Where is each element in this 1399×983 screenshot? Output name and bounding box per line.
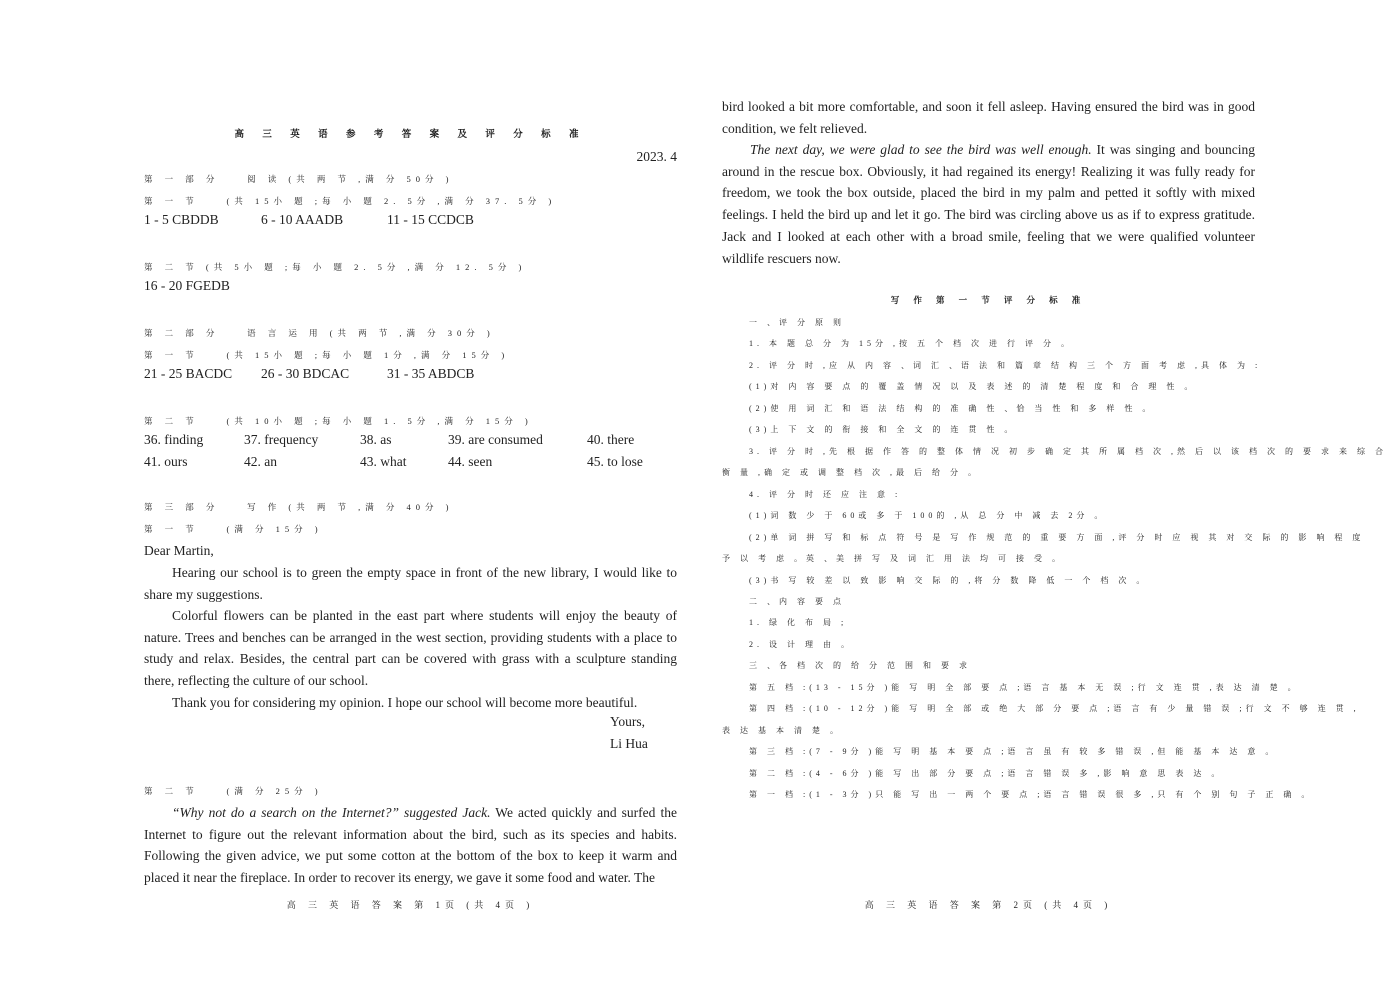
answer-group: 11 - 15 CCDCB	[387, 212, 474, 227]
answer-group: 26 - 30 BDCAC	[261, 366, 350, 381]
fill-answer: 43. what	[360, 454, 407, 469]
part2-sec2-header: 第 二 节 (共 10小 题 ;每 小 题 1. 5分 ,满 分 15分 )	[144, 416, 533, 426]
rubric-line: 予 以 考 虑 。英 、美 拼 写 及 词 汇 用 法 均 可 接 受 。	[722, 554, 1064, 563]
part1-sec2-header: 第 二 节 (共 5小 题 ;每 小 题 2. 5分 ,满 分 12. 5分 )	[144, 262, 527, 272]
rubric-line: 一 、评 分 原 则	[749, 318, 845, 327]
fill-answer: 36. finding	[144, 432, 204, 447]
rubric-line: 第 五 档 :(13 - 15分 )能 写 明 全 部 要 点 ;语 言 基 本 无 误 ;行 文 连 贯 ,表 达 清 楚 。	[749, 683, 1300, 692]
answer-group: 21 - 25 BACDC	[144, 366, 233, 381]
letter-paragraph: Hearing our school is to green the empty space in front of the new library, I would like to share my suggestions.	[144, 565, 677, 602]
rubric-line: 2. 评 分 时 ,应 从 内 容 、词 汇 、语 法 和 篇 章 结 构 三 个 方 面 考 虑 ,具 体 为 :	[749, 361, 1262, 370]
answer-page-1	[144, 0, 677, 983]
rubric-line: 第 三 档 :(7 - 9分 )能 写 明 基 本 要 点 ;语 言 虽 有 较 多 错 误 ,但 能 基 本 达 意 。	[749, 747, 1278, 756]
rubric-line: 三 、各 档 次 的 给 分 范 围 和 要 求	[749, 661, 971, 670]
story-paragraph	[722, 139, 1255, 269]
rubric-line: 表 达 基 本 清 楚 。	[722, 726, 842, 735]
rubric-line: 4. 评 分 时 还 应 注 意 :	[749, 490, 902, 499]
rubric-line: 2. 设 计 理 由 。	[749, 640, 853, 649]
page-footer: 高 三 英 语 答 案 第 2页 (共 4页 )	[864, 900, 1113, 910]
part2-sec1-header: 第 一 节 (共 15小 题 ;每 小 题 1分 ,满 分 15分 )	[144, 350, 510, 360]
rubric-line: (1)对 内 容 要 点 的 覆 盖 情 况 以 及 表 述 的 清 楚 程 度 和 合 理 性 。	[749, 382, 1197, 391]
letter-paragraph: Thank you for considering my opinion. I hope our school will become more beautiful.	[172, 695, 638, 710]
story-text: We acted quickly and surfed the Internet to figure out the relevant information about the bird, such as its species and habits. Following the given advice, we put some cotton at the bottom of the box to keep it warm and placed it near the fireplace. In order to recover its energy, we gave it some food and water. The	[144, 805, 677, 886]
part3-sec2-header: 第 二 节 (满 分 25分 )	[144, 786, 323, 796]
answer-group: 16 - 20 FGEDB	[144, 278, 230, 293]
rubric-line: 1. 本 题 总 分 为 15分 ,按 五 个 档 次 进 行 评 分 。	[749, 339, 1073, 348]
rubric-line: 衡 量 ,确 定 或 调 整 档 次 ,最 后 给 分 。	[722, 468, 980, 477]
fill-answer: 45. to lose	[587, 454, 643, 469]
answer-page-2	[722, 0, 1387, 983]
fill-answer: 37. frequency	[244, 432, 319, 447]
rubric-line: 1. 绿 化 布 局 ;	[749, 618, 848, 627]
answer-group: 1 - 5 CBDDB	[144, 212, 219, 227]
rubric-line: (1)词 数 少 于 60或 多 于 100的 ,从 总 分 中 减 去 2分 。	[749, 511, 1107, 520]
story-lead: The next day, we were glad to see the bird was well enough.	[750, 142, 1092, 157]
story-paragraph	[144, 802, 677, 889]
fill-answer: 44. seen	[448, 454, 493, 469]
page-footer: 高 三 英 语 答 案 第 1页 (共 4页 )	[286, 900, 535, 910]
part1-header: 第 一 部 分 阅 读 (共 两 节 ,满 分 50分 )	[144, 174, 454, 184]
letter-paragraph: Colorful flowers can be planted in the east part where students will enjoy the beauty of nature. Trees and benches can be arranged in the west section, providing students with a place to study and relax. Besides, the central part can be covered with grass with a sculpture standing there, reflecting the culture of our school.	[144, 608, 677, 689]
rubric-line: 第 一 档 :(1 - 3分 )只 能 写 出 一 两 个 要 点 ;语 言 错 误 很 多 ,只 有 个 别 句 子 正 确 。	[749, 790, 1314, 799]
story-quote: “Why not do a search on the Internet?” suggested Jack.	[172, 805, 491, 820]
fill-answer: 41. ours	[144, 454, 188, 469]
fill-answer: 40. there	[587, 432, 635, 447]
answer-group: 6 - 10 AAADB	[261, 212, 344, 227]
part1-sec1-header: 第 一 节 (共 15小 题 ;每 小 题 2. 5分 ,满 分 37. 5分 )	[144, 196, 557, 206]
page-title: 高 三 英 语 参 考 答 案 及 评 分 标 准	[234, 130, 587, 140]
rubric-line: (3)上 下 文 的 衔 接 和 全 文 的 连 贯 性 。	[749, 425, 1017, 434]
letter-greeting: Dear Martin,	[144, 543, 214, 558]
part3-header: 第 三 部 分 写 作 (共 两 节 ,满 分 40分 )	[144, 502, 454, 512]
fill-answer: 39. are consumed	[448, 432, 543, 447]
fill-answer: 38. as	[360, 432, 392, 447]
rubric-title: 写 作 第 一 节 评 分 标 准	[890, 295, 1087, 305]
story-text: It was singing and bouncing around in the rescue box. Obviously, it had regained its energy! Realizing it was fully ready for freedom, we took the box outside, placed the bird in my palm and petted it softly with mixed feelings. I held the bird up and let it go. The bird was circling above us as if to express gratitude. Jack and I looked at each other with a broad smile, feeling that we were qualified volunteer wildlife rescuers now.	[722, 142, 1256, 266]
letter-signature: Li Hua	[610, 736, 648, 751]
part2-header: 第 二 部 分 语 言 运 用 (共 两 节 ,满 分 30分 )	[144, 328, 495, 338]
rubric-line: 第 二 档 :(4 - 6分 )能 写 出 部 分 要 点 ;语 言 错 误 多 ,影 响 意 思 表 达 。	[749, 769, 1224, 778]
story-paragraph: bird looked a bit more comfortable, and soon it fell asleep. Having ensured the bird was in good condition, we felt relieved.	[722, 99, 1255, 136]
rubric-line: 第 四 档 :(10 - 12分 )能 写 明 全 部 或 绝 大 部 分 要 点 ;语 言 有 少 量 错 误 ;行 文 不 够 连 贯 ,	[749, 704, 1360, 713]
rubric-line: 3. 评 分 时 ,先 根 据 作 答 的 整 体 情 况 初 步 确 定 其 所 属 档 次 ,然 后 以 该 档 次 的 要 求 来 综 合	[749, 447, 1387, 456]
rubric-line: (3)书 写 较 差 以 致 影 响 交 际 的 ,将 分 数 降 低 一 个 档 次 。	[749, 576, 1149, 585]
answer-group: 31 - 35 ABDCB	[387, 366, 475, 381]
rubric-line: (2)单 词 拼 写 和 标 点 符 号 是 写 作 规 范 的 重 要 方 面 ,评 分 时 应 视 其 对 交 际 的 影 响 程 度	[749, 533, 1365, 542]
rubric-line: (2)使 用 词 汇 和 语 法 结 构 的 准 确 性 、恰 当 性 和 多 样 性 。	[749, 404, 1155, 413]
part3-sec1-header: 第 一 节 (满 分 15分 )	[144, 524, 323, 534]
rubric-line: 二 、内 容 要 点	[749, 597, 845, 606]
letter-closing: Yours,	[610, 714, 646, 729]
fill-answer: 42. an	[244, 454, 277, 469]
date: 2023. 4	[636, 149, 677, 164]
